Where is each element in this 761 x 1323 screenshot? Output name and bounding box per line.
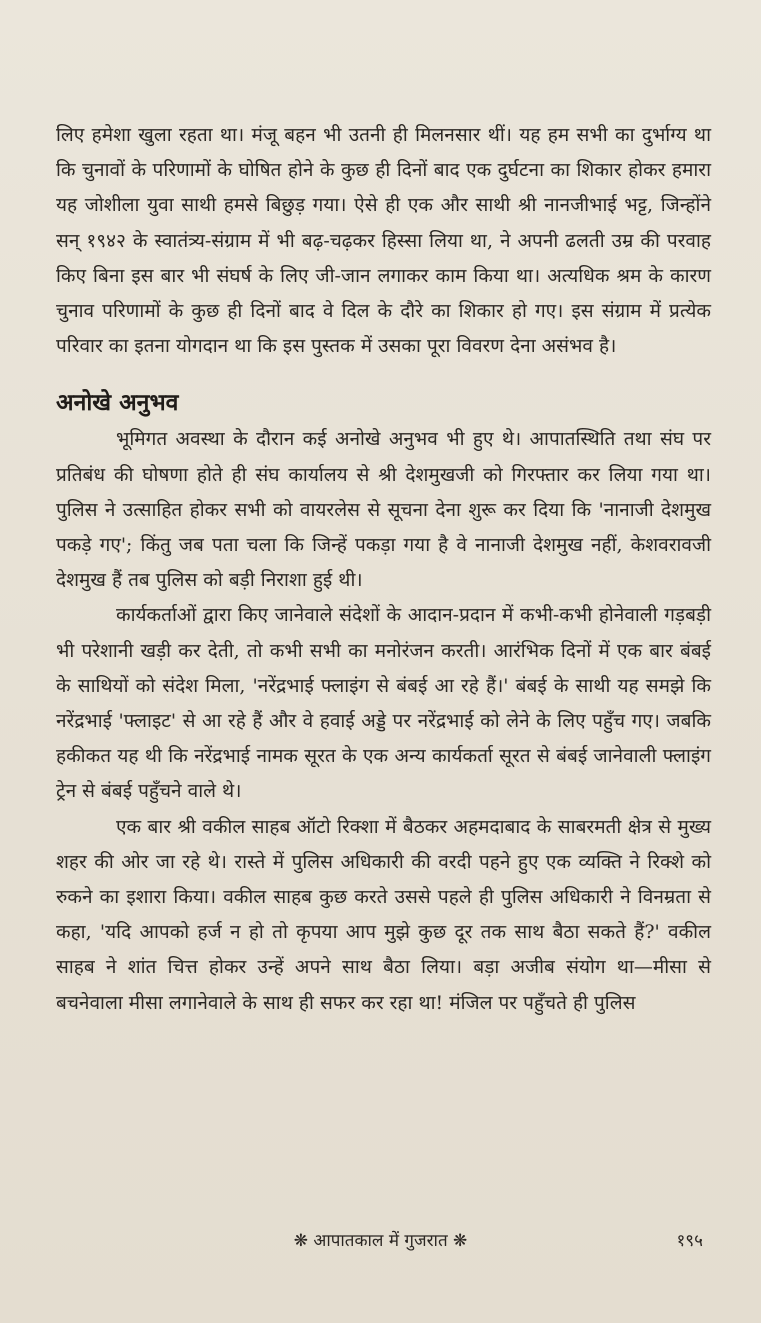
section-heading: अनोखे अनुभव [56,389,179,417]
paragraph-1: लिए हमेशा खुला रहता था। मंजू बहन भी उतनी ही मिलनसार थीं। यह हम सभी का दुर्भाग्य था कि चुनावों के परिणामों के घोषित होने के कुछ ही दिनों बाद एक दुर्घटना का शिकार होकर हमारा यह जोशीला युवा साथी हमसे बिछुड़ गया। ऐसे ही एक और साथी श्री नानजीभाई भट्ट, जिन्होंने सन् १९४२ के स्वातंत्र्य-संग्राम में भी बढ़-चढ़कर हिस्सा लिया था, ने अपनी ढलती उम्र की परवाह किए बिना इस बार भी संघर्ष के लिए जी-जान लगाकर काम किया था। अत्यधिक श्रम के कारण चुनाव परिणामों के कुछ ही दिनों बाद वे दिल के दौरे का शिकार हो गए। इस संग्राम में प्रत्येक परिवार का इतना योगदान था कि इस पुस्तक में उसका पूरा विवरण देना असंभव है। [56,124,711,358]
paragraph-3: कार्यकर्ताओं द्वारा किए जानेवाले संदेशों के आदान-प्रदान में कभी-कभी होनेवाली गड़बड़ी भी परेशानी खड़ी कर देती, तो कभी सभी का मनोरंजन करती। आरंभिक दिनों में एक बार बंबई के साथियों को संदेश मिला, 'नरेंद्रभाई फ्लाइंग से बंबई आ रहे हैं।' बंबई के साथी यह समझे कि नरेंद्रभाई 'फ्लाइट' से आ रहे हैं और वे हवाई अड्डे पर नरेंद्रभाई को लेने के लिए पहुँच गए। जबकि हकीकत यह थी कि नरेंद्रभाई नामक सूरत के एक अन्य कार्यकर्ता सूरत से बंबई जानेवाली फ्लाइंग ट्रेन से बंबई पहुँचने वाले थे। [56,604,711,803]
paragraph-2: भूमिगत अवस्था के दौरान कई अनोखे अनुभव भी हुए थे। आपातस्थिति तथा संघ पर प्रतिबंध की घोषणा होते ही संघ कार्यालय से श्री देशमुखजी को गिरफ्तार कर लिया गया था। पुलिस ने उत्साहित होकर सभी को वायरलेस से सूचना देना शुरू कर दिया कि 'नानाजी देशमुख पकड़े गए'; किंतु जब पता चला कि जिन्हें पकड़ा गया है वे नानाजी देशमुख नहीं, केशवरावजी देशमुख हैं तब पुलिस को बड़ी निराशा हुई थी। [56,428,711,592]
running-footer-title: ❋ आपातकाल में गुजरात ❋ [293,1231,468,1251]
paragraph-4: एक बार श्री वकील साहब ऑटो रिक्शा में बैठकर अहमदाबाद के साबरमती क्षेत्र से मुख्य शहर की ओर जा रहे थे। रास्ते में पुलिस अधिकारी की वरदी पहने हुए एक व्यक्ति ने रिक्शे को रुकने का इशारा किया। वकील साहब कुछ करते उससे पहले ही पुलिस अधिकारी ने विनम्रता से कहा, 'यदि आपको हर्ज न हो तो कृपया आप मुझे कुछ दूर तक साथ बैठा सकते हैं?' वकील साहब ने शांत चित्त होकर उन्हें अपने साथ बैठा लिया। बड़ा अजीब संयोग था—मीसा से बचनेवाला मीसा लगानेवाले के साथ ही सफर कर रहा था! मंजिल पर पहुँचते ही पुलिस [56,815,711,1014]
page-number: १९५ [676,1231,703,1251]
page-body [56,118,711,1021]
